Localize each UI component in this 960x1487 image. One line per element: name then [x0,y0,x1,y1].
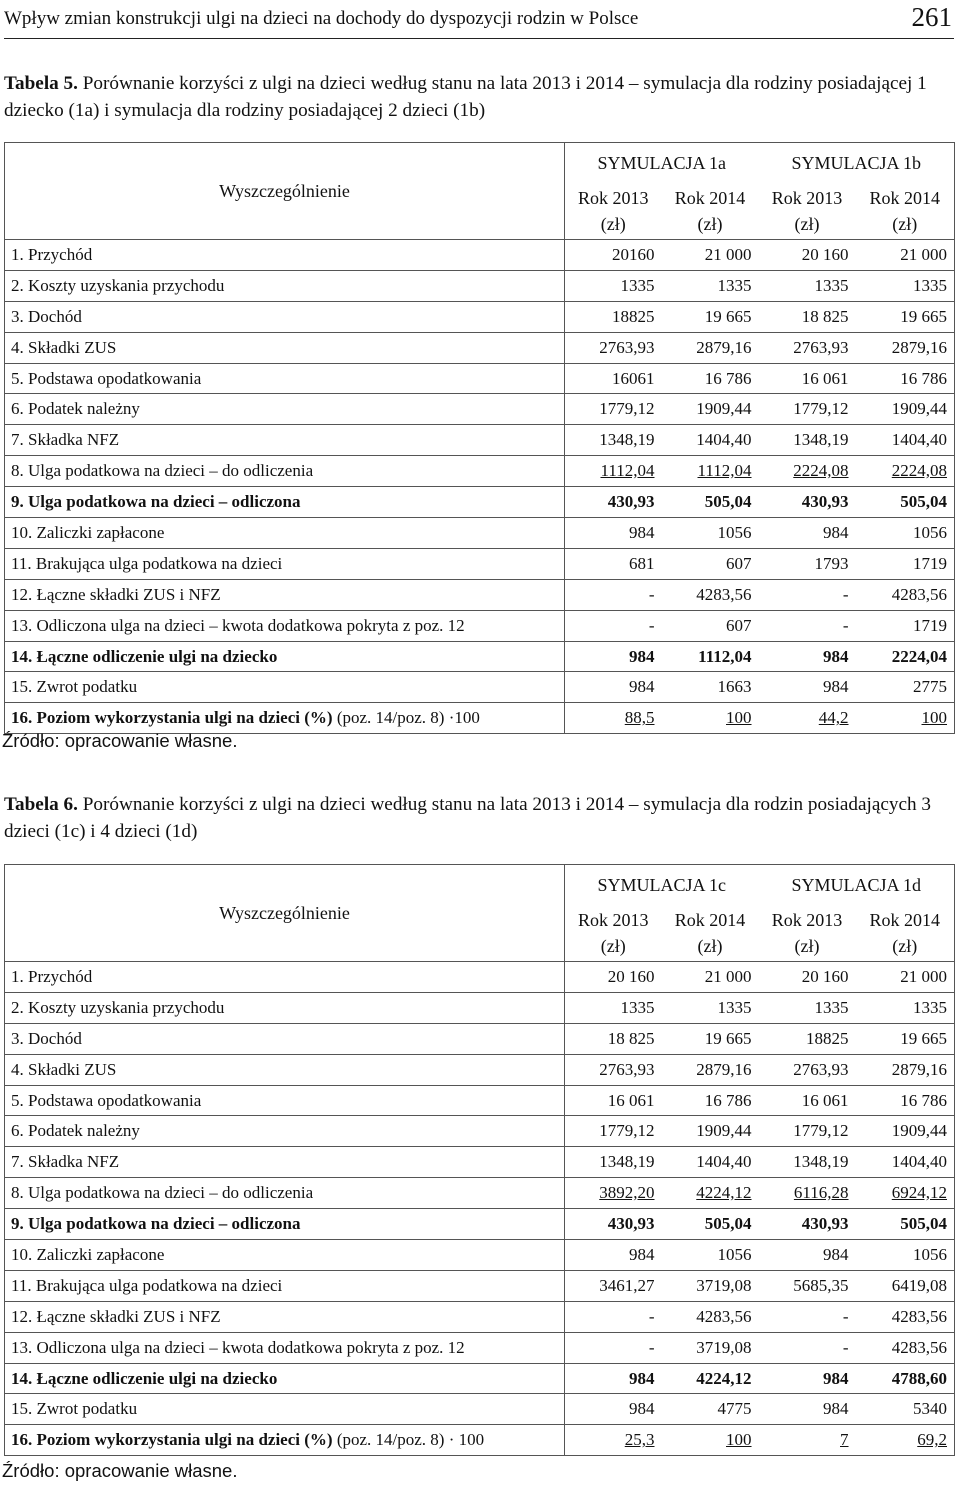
row-label: 3. Dochód [5,1023,565,1054]
row-value: 5340 [856,1394,955,1425]
row-label: 10. Zaliczki zapłacone [5,518,565,549]
table5-header-year: Rok 2013 (zł) [759,183,856,240]
row-value: - [565,1332,662,1363]
row-value: 430,93 [565,1209,662,1240]
row-value: 984 [759,1240,856,1271]
row-value: 984 [565,641,662,672]
row-value: 19 665 [662,1023,759,1054]
row-value: 4283,56 [662,1301,759,1332]
row-value: 1348,19 [565,1147,662,1178]
row-label: 5. Podstawa opodatkowania [5,1085,565,1116]
row-value: 16 786 [856,1085,955,1116]
table-row [5,240,955,271]
row-value: 16 786 [662,363,759,394]
row-label: 9. Ulga podatkowa na dzieci – odliczona [5,1209,565,1240]
row-value: 2224,08 [759,456,856,487]
row-label: 11. Brakująca ulga podatkowa na dzieci [5,1270,565,1301]
row-value: 18825 [759,1023,856,1054]
row-value: 1663 [662,672,759,703]
row-value: - [759,1301,856,1332]
row-value: 20160 [565,240,662,271]
row-label: 12. Łączne składki ZUS i NFZ [5,579,565,610]
row-label: 1. Przychód [5,962,565,993]
row-value: 2775 [856,672,955,703]
row-label: 6. Podatek należny [5,394,565,425]
table-row [5,270,955,301]
row-value: 1112,04 [662,456,759,487]
row-value: 16 786 [662,1085,759,1116]
row-value: 1056 [662,1240,759,1271]
row-value: 607 [662,548,759,579]
row-value: 19 665 [856,301,955,332]
row-value: 100 [662,1425,759,1456]
table5-header-year: Rok 2014 (zł) [662,183,759,240]
row-value: 4283,56 [856,1301,955,1332]
table-row [5,579,955,610]
table6-header-sim-d: SYMULACJA 1d [759,865,955,906]
table6 [4,864,955,1456]
row-value: 3461,27 [565,1270,662,1301]
row-value: 1779,12 [565,1116,662,1147]
row-label: 9. Ulga podatkowa na dzieci – odliczona [5,487,565,518]
table-row [5,1085,955,1116]
row-value: 505,04 [856,1209,955,1240]
table-row [5,1147,955,1178]
row-value: 2879,16 [662,332,759,363]
row-value: 1112,04 [662,641,759,672]
row-value: 984 [759,641,856,672]
row-value: 984 [565,518,662,549]
table-row [5,518,955,549]
table6-header-year: Rok 2013 (zł) [759,905,856,962]
row-value: 88,5 [565,703,662,734]
table-row [5,962,955,993]
table5-source: Źródło: opracowanie własne. [2,730,238,751]
row-value: 1404,40 [856,1147,955,1178]
row-value: 4283,56 [662,579,759,610]
row-value: 984 [565,672,662,703]
running-title: Wpływ zmian konstrukcji ulgi na dzieci na dochody do dyspozycji rodzin w Polsce [4,8,639,29]
row-value: 25,3 [565,1425,662,1456]
row-value: 1335 [856,992,955,1023]
table-row [5,992,955,1023]
row-value: 1056 [856,518,955,549]
table-row [5,1209,955,1240]
row-value: 505,04 [662,1209,759,1240]
table-row [5,1178,955,1209]
row-value: 2763,93 [565,1054,662,1085]
row-value: 2224,04 [856,641,955,672]
table-row [5,425,955,456]
row-value: 2879,16 [856,1054,955,1085]
row-value: 1112,04 [565,456,662,487]
row-label: 7. Składka NFZ [5,425,565,456]
table-row [5,1425,955,1456]
row-value: 4283,56 [856,1332,955,1363]
row-label: 16. Poziom wykorzystania ulgi na dzieci (%) (poz. 14/poz. 8) · 100 [5,1425,565,1456]
row-label: 2. Koszty uzyskania przychodu [5,992,565,1023]
row-value: 7 [759,1425,856,1456]
row-value: 1404,40 [662,425,759,456]
row-value: 1909,44 [856,1116,955,1147]
row-value: 984 [759,518,856,549]
row-label: 7. Składka NFZ [5,1147,565,1178]
table6-header-sim-c: SYMULACJA 1c [565,865,759,906]
table-row [5,1116,955,1147]
row-label: 14. Łączne odliczenie ulgi na dziecko [5,1363,565,1394]
row-value: 21 000 [662,240,759,271]
row-value: 3719,08 [662,1270,759,1301]
row-value: 4788,60 [856,1363,955,1394]
table6-body [5,962,955,1456]
row-value: 4775 [662,1394,759,1425]
row-value: 100 [662,703,759,734]
row-value: 1335 [856,270,955,301]
row-label: 16. Poziom wykorzystania ulgi na dzieci (%) (poz. 14/poz. 8) ·100 [5,703,565,734]
table6-header-year: Rok 2014 (zł) [856,905,955,962]
table5-caption-text: Porównanie korzyści z ulgi na dzieci według stanu na lata 2013 i 2014 – symulacja dla rodziny posiadającej 1 dziecko (1a) i symulacja dla rodziny posiadającej 2 dzieci (1b) [4,73,927,121]
row-label: 12. Łączne składki ZUS i NFZ [5,1301,565,1332]
row-value: 18 825 [565,1023,662,1054]
row-value: 1335 [565,270,662,301]
row-value: 18825 [565,301,662,332]
table5-header-sim-b: SYMULACJA 1b [759,143,955,184]
row-value: - [759,610,856,641]
table-row [5,1054,955,1085]
table5-header-label: Wyszczególnienie [5,143,565,240]
row-value: 430,93 [759,1209,856,1240]
row-label: 11. Brakująca ulga podatkowa na dzieci [5,548,565,579]
table-row [5,394,955,425]
table-row [5,1301,955,1332]
row-value: 21 000 [856,240,955,271]
row-value: - [759,1332,856,1363]
row-value: 6419,08 [856,1270,955,1301]
table-row [5,332,955,363]
row-value: 1719 [856,548,955,579]
table5-body [5,240,955,734]
row-value: 1909,44 [856,394,955,425]
row-value: 505,04 [856,487,955,518]
row-value: 681 [565,548,662,579]
row-value: 2763,93 [759,332,856,363]
row-value: 44,2 [759,703,856,734]
row-value: 100 [856,703,955,734]
row-value: 984 [565,1240,662,1271]
table-row [5,1363,955,1394]
row-value: 1056 [856,1240,955,1271]
row-value: 1779,12 [759,394,856,425]
row-value: 16 061 [565,1085,662,1116]
row-label: 6. Podatek należny [5,1116,565,1147]
row-label: 15. Zwrot podatku [5,1394,565,1425]
table-row [5,1240,955,1271]
table6-caption-label: Tabela 6. [4,794,78,815]
row-value: - [759,579,856,610]
table6-caption [4,791,954,845]
table-row [5,610,955,641]
row-value: 1779,12 [565,394,662,425]
row-label: 5. Podstawa opodatkowania [5,363,565,394]
table-row [5,301,955,332]
row-value: 505,04 [662,487,759,518]
row-value: 1719 [856,610,955,641]
row-label: 3. Dochód [5,301,565,332]
table5-header-year: Rok 2013 (zł) [565,183,662,240]
row-value: 2224,08 [856,456,955,487]
row-value: 4224,12 [662,1363,759,1394]
row-value: 2763,93 [759,1054,856,1085]
row-value: 984 [759,672,856,703]
row-value: 4224,12 [662,1178,759,1209]
table6-header-year: Rok 2014 (zł) [662,905,759,962]
row-value: 1779,12 [759,1116,856,1147]
row-value: 1909,44 [662,1116,759,1147]
row-value: 18 825 [759,301,856,332]
row-value: 1348,19 [759,425,856,456]
row-value: 3892,20 [565,1178,662,1209]
row-value: 1335 [759,270,856,301]
table5-caption-label: Tabela 5. [4,73,78,94]
row-value: 430,93 [565,487,662,518]
row-value: 430,93 [759,487,856,518]
row-value: 1348,19 [759,1147,856,1178]
row-value: 19 665 [856,1023,955,1054]
table-row [5,363,955,394]
row-value: 984 [565,1363,662,1394]
row-value: 21 000 [856,962,955,993]
row-value: 984 [759,1363,856,1394]
table-row [5,641,955,672]
running-header [4,2,954,39]
row-label: 8. Ulga podatkowa na dzieci – do odliczenia [5,1178,565,1209]
row-value: 1793 [759,548,856,579]
row-label: 4. Składki ZUS [5,1054,565,1085]
row-label: 2. Koszty uzyskania przychodu [5,270,565,301]
row-value: 3719,08 [662,1332,759,1363]
table-row [5,1023,955,1054]
row-value: 1404,40 [662,1147,759,1178]
row-value: 1404,40 [856,425,955,456]
row-value: 1056 [662,518,759,549]
row-value: 16 061 [759,363,856,394]
row-value: 6116,28 [759,1178,856,1209]
table6-header-year: Rok 2013 (zł) [565,905,662,962]
table-row [5,672,955,703]
row-value: 16 786 [856,363,955,394]
row-value: 20 160 [759,240,856,271]
table5-caption [4,70,954,124]
row-label: 8. Ulga podatkowa na dzieci – do odliczenia [5,456,565,487]
row-value: 16 061 [759,1085,856,1116]
table-row [5,1394,955,1425]
row-value: 5685,35 [759,1270,856,1301]
row-value: 21 000 [662,962,759,993]
row-value: 1335 [565,992,662,1023]
row-label: 15. Zwrot podatku [5,672,565,703]
row-label: 10. Zaliczki zapłacone [5,1240,565,1271]
row-value: 69,2 [856,1425,955,1456]
row-label: 13. Odliczona ulga na dzieci – kwota dodatkowa pokryta z poz. 12 [5,610,565,641]
table-row [5,548,955,579]
row-label: 13. Odliczona ulga na dzieci – kwota dodatkowa pokryta z poz. 12 [5,1332,565,1363]
table-row [5,487,955,518]
row-label: 4. Składki ZUS [5,332,565,363]
row-label: 1. Przychód [5,240,565,271]
table-row [5,1332,955,1363]
row-value: 19 665 [662,301,759,332]
row-value: 16061 [565,363,662,394]
row-value: 607 [662,610,759,641]
table6-header-label: Wyszczególnienie [5,865,565,962]
table-row [5,456,955,487]
table5 [4,142,955,734]
table6-source: Źródło: opracowanie własne. [2,1460,238,1481]
row-value: 20 160 [565,962,662,993]
row-value: 984 [565,1394,662,1425]
row-value: 6924,12 [856,1178,955,1209]
row-value: - [565,579,662,610]
table5-header-sim-a: SYMULACJA 1a [565,143,759,184]
row-value: 2879,16 [856,332,955,363]
row-value: - [565,1301,662,1332]
row-value: 1335 [662,992,759,1023]
row-value: 4283,56 [856,579,955,610]
table5-header-year: Rok 2014 (zł) [856,183,955,240]
row-value: 984 [759,1394,856,1425]
row-value: 20 160 [759,962,856,993]
table-row [5,1270,955,1301]
row-value: 1335 [662,270,759,301]
row-value: 1348,19 [565,425,662,456]
page-number: 261 [911,2,952,32]
row-label: 14. Łączne odliczenie ulgi na dziecko [5,641,565,672]
row-value: 1335 [759,992,856,1023]
row-value: 1909,44 [662,394,759,425]
row-value: 2879,16 [662,1054,759,1085]
row-value: - [565,610,662,641]
row-value: 2763,93 [565,332,662,363]
table6-caption-text: Porównanie korzyści z ulgi na dzieci według stanu na lata 2013 i 2014 – symulacja dla rodzin posiadających 3 dzieci (1c) i 4 dzieci (1d) [4,794,932,842]
